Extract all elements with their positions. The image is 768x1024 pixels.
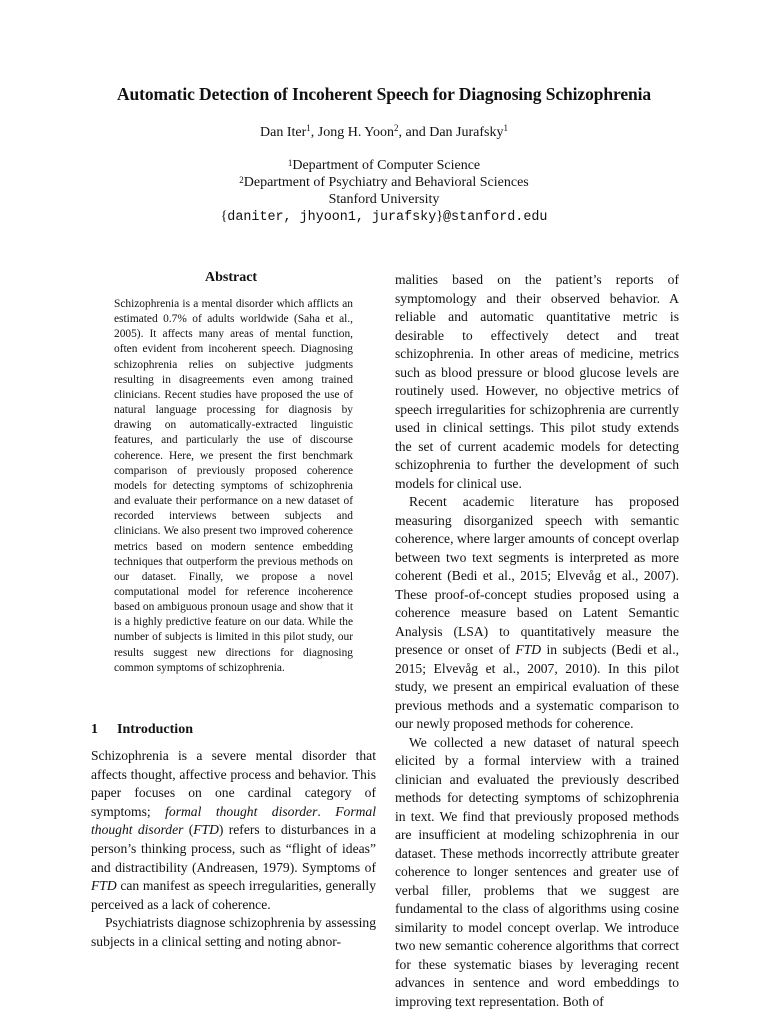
- affiliation-mark: 1: [287, 158, 293, 168]
- email-domain: @stanford.edu: [442, 210, 548, 225]
- affiliation-line: [0, 157, 768, 174]
- author-separator: ,: [310, 125, 318, 140]
- intro-paragraph-1: [91, 747, 376, 914]
- email-brace-close: }: [436, 209, 443, 224]
- section-number: 1: [91, 722, 98, 737]
- paper-title: Automatic Detection of Incoherent Speech for Diagnosing Schizophrenia: [116, 84, 652, 104]
- intro-paragraph-2: Psychiatrists diagnose schizophrenia by assessing subjects in a clinical setting and noting abnor-: [91, 915, 376, 949]
- author-list: [0, 125, 768, 141]
- italic-abbreviation: FTD: [515, 642, 542, 657]
- abstract-text: Schizophrenia is a mental disorder which afflicts an estimated 0.7% of adults worldwide (Saha et al., 2005). It affects many areas of mental function, often evident from incoherent speech. Diagnosing schizophrenia relies on subjective judgments resulting in disagreements even among trained clinicians. Recent studies have proposed the use of natural language processing for diagnosis by drawing on automatically-extracted linguistic features, and particularly the use of discourse coherence. Here, we present the first benchmark comparison of previously proposed coherence models for detecting symptoms of schizophrenia and evaluate their performance on a new dataset of recorded interviews between subjects and clinicians. We also present two improved coherence metrics based on modern sentence embedding techniques that outperform the previous methods on our dataset. Finally, we propose a novel computational model for reference incoherence based on ambiguous pronoun usage and show that it is a highly predictive feature on our data. While the number of subjects is limited in this pilot study, our results suggest new directions for diagnosing common symptoms of schizophrenia.: [114, 298, 353, 674]
- author-name: Dan Iter: [260, 125, 307, 140]
- introduction-body: [91, 747, 376, 952]
- author-affil-mark: 1: [306, 123, 311, 133]
- university: Stanford University: [328, 192, 440, 207]
- right-paragraph-1: malities based on the patient’s reports of symptomology and their observed behavior. A reliable and automatic quantitative metric is desirable to effectively detect and treat schizophrenia. In other areas of medicine, metrics such as blood pressure or blood glucose levels are routinely used. However, no objective metrics of speech irregularities for schizophrenia are currently used in clinical settings. This pilot study extends the set of current academic models for detecting schizophrenia to further the development of such models for clinical use.: [395, 272, 679, 491]
- author-affil-mark: 2: [394, 123, 399, 133]
- right-paragraph-3: We collected a new dataset of natural speech elicited by a formal interview with a trained clinician and evaluated the previously described methods for detecting symptoms of schizophrenia in text. We find that previously proposed methods are insufficient at modeling schizophrenia in our dataset. These methods incorrectly attribute greater coherence to longer sentences and greater use of verbal filler, problems that we suggest are fundamental to the class of algorithms using cosine similarity to model concept overlap. We introduce two new semantic coherence algorithms that correct for these systematic biases by leveraging recent advances in sentence and word embeddings to improving text representation. Both of: [395, 734, 679, 1009]
- text-run: in subjects (Bedi et al., 2015; Elvevåg et al., 2007, 2010). In this pilot study, we present an empirical evaluation of these previous methods and a systematic comparison to our newly proposed methods for coherence.: [395, 642, 680, 731]
- text-run: can manifest as speech irregularities, generally perceived as a lack of coherence.: [91, 878, 376, 912]
- affiliation-text: Department of Psychiatry and Behavioral Sciences: [243, 175, 529, 190]
- italic-term: formal thought disorder: [165, 803, 318, 819]
- affiliations: [0, 157, 768, 226]
- abstract-heading: Abstract: [205, 270, 258, 285]
- right-column-body: [395, 271, 679, 1011]
- text-run: Recent academic literature has proposed measuring disorganized speech with semantic coherence, where larger amounts of concept overlap between two text segments is interpreted as more coherent (Bedi et al., 2015; Elvevåg et al., 2007). These proof-of-concept studies proposed using a coherence measure based on Latent Semantic Analysis (LSA) to quantitatively measure the presence or onset of: [395, 494, 679, 657]
- italic-abbreviation: FTD: [91, 878, 117, 894]
- affiliation-line: [0, 174, 768, 191]
- affiliation-text: Department of Computer Science: [292, 158, 481, 173]
- section-heading-introduction: [91, 722, 193, 738]
- text-run: Schizophrenia is a severe mental disorder that affects thought, affective process and behavior. This paper focuses on one cardinal category of symptoms;: [91, 748, 376, 819]
- text-run: ) refers to disturbances in a person’s thinking process, such as “flight of ideas” and distractibility (Andreasen, 1979). Symptoms of: [91, 822, 376, 875]
- email-users: daniter, jhyoon1, jurafsky: [227, 210, 437, 225]
- author-name: Dan Jurafsky: [429, 125, 504, 140]
- author-separator: , and: [398, 125, 430, 140]
- email-brace-open: {: [220, 209, 228, 224]
- italic-abbreviation: FTD: [193, 822, 219, 838]
- text-run: (: [183, 822, 194, 838]
- abstract-body: [114, 297, 353, 676]
- italic-term: Formal thought disorder: [91, 803, 376, 838]
- affiliation-mark: 2: [239, 175, 244, 185]
- section-title: Introduction: [117, 722, 193, 737]
- right-paragraph-2: [395, 493, 679, 734]
- text-run: .: [317, 803, 336, 819]
- author-affil-mark: 1: [503, 123, 508, 133]
- author-name: Jong H. Yoon: [317, 125, 395, 140]
- email-line: [0, 208, 768, 226]
